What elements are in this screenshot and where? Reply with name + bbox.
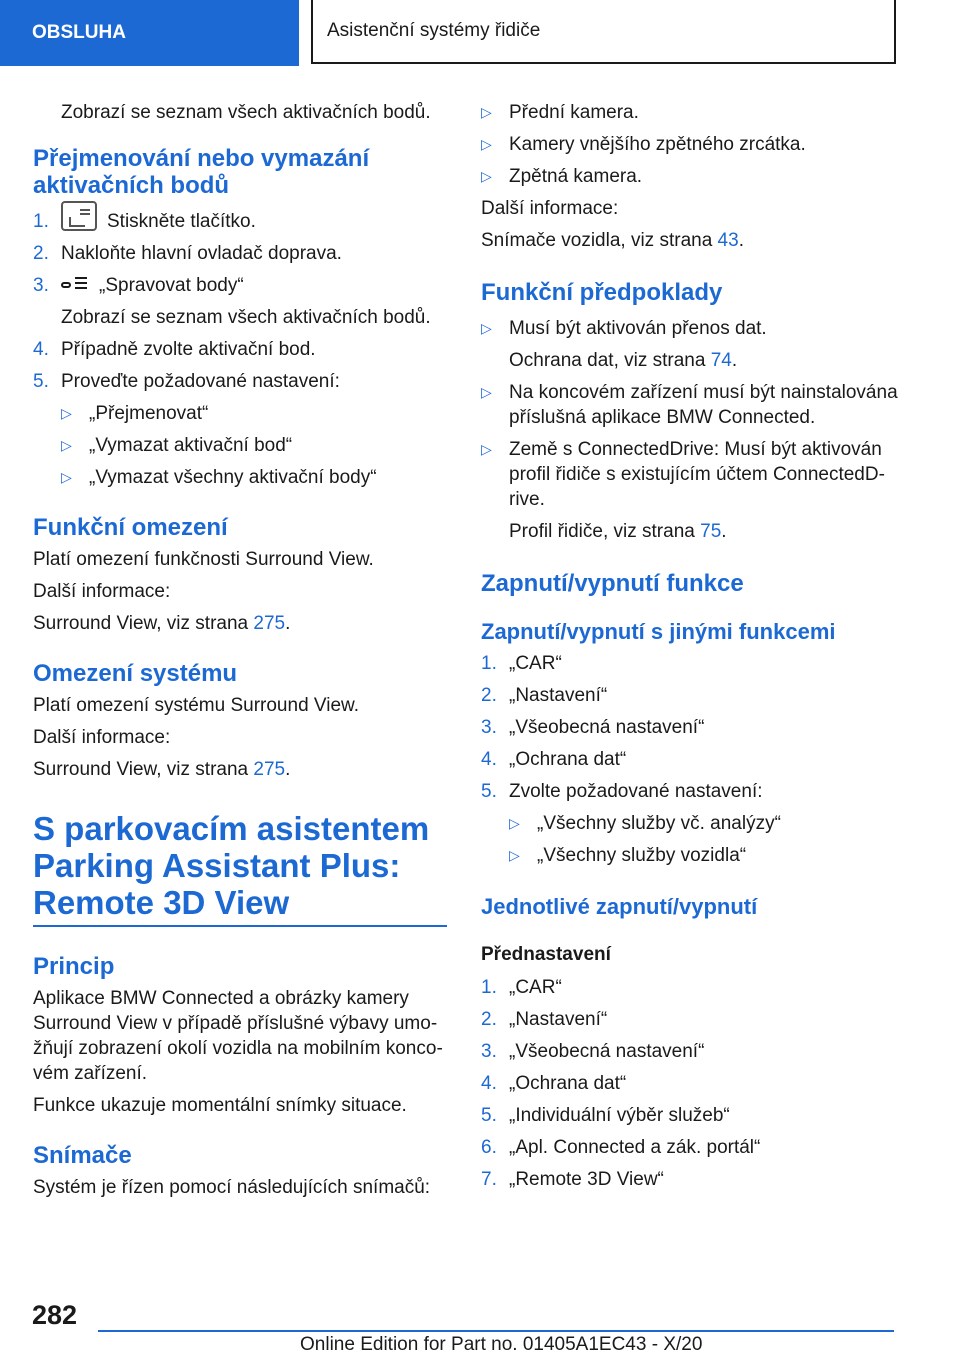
step-number: 2. (481, 685, 497, 706)
list-item (481, 100, 911, 125)
sensor-text: Zpětná kamera. (509, 166, 643, 187)
prereq-ref: Ochrana dat, viz strana 74. (509, 350, 738, 371)
step-text: „Remote 3D View“ (509, 1169, 664, 1190)
list-item (481, 437, 911, 512)
principle-text-2: Funkce ukazuje momentální snímky situace. (33, 1095, 407, 1116)
step-note: Zobrazí se seznam všech aktivačních bodů. (61, 307, 431, 328)
list-item (33, 369, 447, 394)
func-limit-text: Platí omezení funkčnosti Surround View. (33, 549, 374, 570)
preset-heading: Přednastavení (481, 944, 611, 965)
list-item (481, 132, 911, 157)
list-item (61, 433, 447, 458)
section-tab: OBSLUHA (0, 0, 299, 66)
step-text: „Nastavení“ (509, 685, 608, 706)
step-text: Proveďte požadované nastavení: (61, 371, 340, 392)
step-text: „CAR“ (509, 977, 562, 998)
list-item (481, 1103, 911, 1128)
page-link[interactable]: 43 (717, 230, 739, 251)
list-item (481, 316, 911, 341)
sys-limit-more: Další informace: (33, 727, 171, 748)
onoff-subheading: Zapnutí/vypnutí s jinými funkcemi (481, 619, 836, 644)
list-item (481, 164, 911, 189)
bullet-triangle-icon: ▷ (481, 320, 492, 336)
bullet-triangle-icon: ▷ (61, 469, 72, 485)
list-item (481, 1071, 911, 1096)
func-limit-more: Další informace: (33, 581, 171, 602)
list-item (33, 273, 447, 298)
bullet-triangle-icon: ▷ (481, 104, 492, 120)
list-item (481, 1039, 911, 1064)
bullet-triangle-icon: ▷ (61, 437, 72, 453)
option-text: „Všechny služby vč. analýzy“ (537, 813, 781, 834)
option-text: „Vymazat všechny aktivační body“ (89, 467, 377, 488)
step-number: 2. (33, 243, 49, 264)
list-item (61, 401, 447, 426)
list-item (481, 651, 911, 676)
list-item (481, 683, 911, 708)
bullet-triangle-icon: ▷ (509, 847, 520, 863)
list-item (61, 465, 447, 490)
page-number: 282 (32, 1300, 78, 1330)
list-item (481, 975, 911, 1000)
step-number: 4. (481, 749, 497, 770)
step-number: 5. (33, 371, 49, 392)
list-item (481, 380, 911, 430)
step-text: „Individuální výběr služeb“ (509, 1105, 730, 1126)
prereq-ref: Profil řidiče, viz strana 75. (509, 521, 727, 542)
sensor-text: Přední kamera. (509, 102, 639, 123)
navigation-button-icon (61, 201, 97, 231)
onoff-heading: Zapnutí/vypnutí funkce (481, 570, 744, 597)
step-text: „Spravovat body“ (99, 275, 244, 296)
step-number: 1. (481, 653, 497, 674)
step-text: „Ochrana dat“ (509, 749, 627, 770)
bullet-triangle-icon: ▷ (481, 136, 492, 152)
chapter-title: Asistenční systémy řidiče (311, 0, 896, 64)
sensor-ref: Snímače vozidla, viz strana 43. (481, 230, 744, 251)
rename-heading: Přejmenování nebo vymazání aktivačních bodů (33, 145, 370, 199)
step-text: „Všeobecná nastavení“ (509, 1041, 705, 1062)
ref-text: Surround View, viz strana (33, 759, 254, 780)
footer-edition: Online Edition for Part no. 01405A1EC43 - X/20 (300, 1334, 703, 1355)
list-item (481, 1167, 911, 1192)
ref-text: Snímače vozidla, viz strana (481, 230, 718, 251)
list-item (481, 1007, 911, 1032)
sensor-text: Kamery vnějšího zpětného zrcátka. (509, 134, 806, 155)
list-item (481, 1135, 911, 1160)
step-text: Nakloňte hlavní ovladač doprava. (61, 243, 342, 264)
sys-limit-heading: Omezení systému (33, 660, 238, 687)
prereq-text: Země s ConnectedDrive: Musí být aktivován profil řidiče s existujícím účtem ConnectedDrive. (509, 439, 885, 510)
step-text: Zvolte požadované nastavení: (509, 781, 763, 802)
step-number: 6. (481, 1137, 497, 1158)
ref-text: Ochrana dat, viz strana (509, 350, 711, 371)
step-number: 7. (481, 1169, 497, 1190)
page-link[interactable]: 275 (253, 759, 286, 780)
step-number: 5. (481, 1105, 497, 1126)
principle-heading: Princip (33, 953, 115, 980)
step-text: „Apl. Connected a zák. portál“ (509, 1137, 761, 1158)
intro-text: Zobrazí se seznam všech aktivačních bodů. (61, 102, 431, 123)
step-text: „Ochrana dat“ (509, 1073, 627, 1094)
option-text: „Přejmenovat“ (89, 403, 209, 424)
bullet-triangle-icon: ▷ (481, 441, 492, 457)
step-text: „Nastavení“ (509, 1009, 608, 1030)
option-text: „Vymazat aktivační bod“ (89, 435, 293, 456)
step-number: 3. (481, 1041, 497, 1062)
page-link[interactable]: 74 (710, 350, 732, 371)
ref-text: Surround View, viz strana (33, 613, 254, 634)
prereq-text: Na koncovém zařízení musí být nainstalována příslušná aplikace BMW Connected. (509, 382, 898, 428)
manage-points-icon (61, 276, 89, 292)
bullet-triangle-icon: ▷ (509, 815, 520, 831)
list-item (481, 747, 911, 772)
step-number: 2. (481, 1009, 497, 1030)
step-number: 1. (481, 977, 497, 998)
page-link[interactable]: 275 (253, 613, 286, 634)
step-text: Případně zvolte aktivační bod. (61, 339, 316, 360)
list-item (33, 337, 447, 362)
list-item (481, 715, 911, 740)
sys-limit-text: Platí omezení systému Surround View. (33, 695, 359, 716)
list-item (481, 779, 911, 804)
step-number: 1. (33, 211, 49, 232)
step-number: 3. (33, 275, 49, 296)
prereq-text: Musí být aktivován přenos dat. (509, 318, 767, 339)
sensors-text: Systém je řízen pomocí následujících snímačů: (33, 1177, 431, 1198)
list-item (33, 209, 447, 234)
step-number: 3. (481, 717, 497, 738)
list-item (509, 843, 911, 868)
step-number: 4. (33, 339, 49, 360)
onoff-subheading-2: Jednotlivé zapnutí/vypnutí (481, 894, 758, 919)
option-text: „Všechny služby vozidla“ (537, 845, 747, 866)
step-text: „Všeobecná nastavení“ (509, 717, 705, 738)
list-item (509, 811, 911, 836)
right-column (481, 100, 911, 1199)
func-limit-ref: Surround View, viz strana 275. (33, 613, 291, 634)
principle-text: Aplikace BMW Connected a obrázky kamery Surround View v případě příslušné výbavy umožňují zobrazení okolí vozidla na mobilním koncovém zařízení. (33, 988, 443, 1084)
page-link[interactable]: 75 (700, 521, 722, 542)
prereq-heading: Funkční předpoklady (481, 279, 723, 306)
func-limit-heading: Funkční omezení (33, 514, 228, 541)
bullet-triangle-icon: ▷ (61, 405, 72, 421)
sensors-heading: Snímače (33, 1142, 132, 1169)
ref-text: Profil řidiče, viz strana (509, 521, 701, 542)
page-header (0, 0, 960, 66)
sensor-more: Další informace: (481, 198, 619, 219)
step-number: 4. (481, 1073, 497, 1094)
bullet-triangle-icon: ▷ (481, 168, 492, 184)
list-item (33, 241, 447, 266)
left-column (33, 100, 447, 1207)
bullet-triangle-icon: ▷ (481, 384, 492, 400)
sys-limit-ref: Surround View, viz strana 275. (33, 759, 291, 780)
step-text: Stiskněte tlačítko. (107, 211, 256, 232)
step-number: 5. (481, 781, 497, 802)
footer-divider (98, 1330, 894, 1332)
step-text: „CAR“ (509, 653, 562, 674)
main-heading: S parkovacím asistentem Parking Assistant Plus: Remote 3D View (33, 810, 447, 927)
